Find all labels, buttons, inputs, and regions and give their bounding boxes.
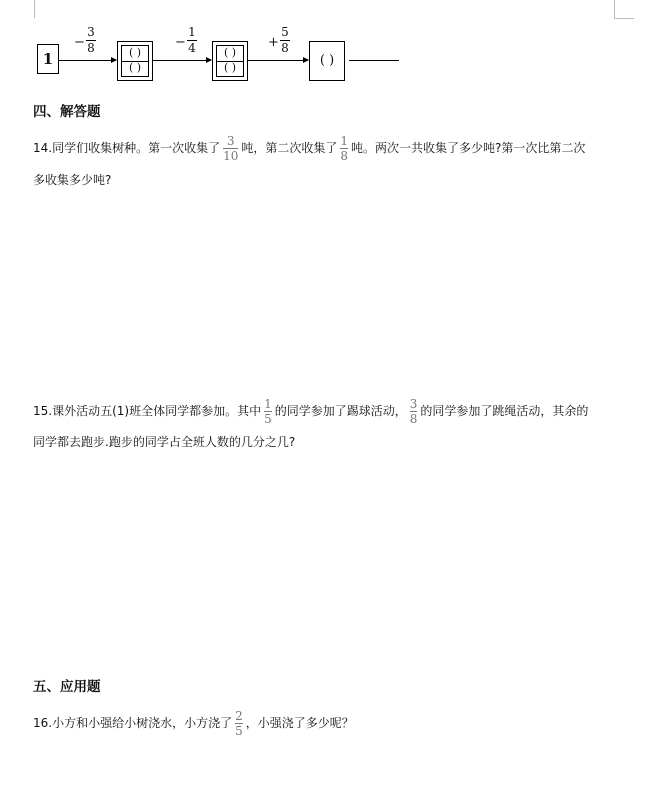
start-box: 1	[37, 44, 59, 74]
arrow-1	[58, 60, 116, 61]
arrow-3	[248, 60, 308, 61]
op-sign: −	[175, 35, 186, 50]
answer-box-2[interactable]	[212, 41, 248, 81]
answer-box-1[interactable]	[117, 41, 153, 81]
op-fraction: 1 4	[188, 25, 196, 55]
answer-line	[349, 60, 399, 61]
op-sign: −	[74, 35, 85, 50]
section-heading-5: 五、应用题	[33, 679, 101, 695]
answer-box-3[interactable]: ( )	[309, 41, 345, 81]
fraction: $\frac{1}{8}$	[340, 134, 349, 163]
arrow-2	[153, 60, 211, 61]
question-16: 16.小方和小强给小树浇水，小方浇了 $\frac{2}{5}$ ，小强浇了多少呢？	[33, 709, 354, 738]
question-15: 15.课外活动五(1)班全体同学都参加。其中 $\frac{1}{5}$ 的同学参加了踢球活动， $\frac{3}{8}$ 的同学参加了跳绳活动，其余的	[33, 397, 589, 426]
fraction: $\frac{2}{5}$	[235, 709, 243, 738]
fraction: $\frac{3}{10}$	[223, 134, 239, 163]
op-sign: +	[268, 35, 279, 50]
fraction: $\frac{3}{8}$	[409, 397, 418, 426]
fraction: $\frac{1}{5}$	[264, 397, 272, 426]
fraction-blank: ( ) ( )	[216, 45, 244, 77]
question-14-line2: 多收集多少吨?	[33, 173, 112, 187]
section-heading-4: 四、解答题	[33, 104, 101, 120]
question-14: 14.同学们收集树种。第一次收集了 $\frac{3}{10}$ 吨，第二次收集了 $\frac{1}{8}$ 吨。两次一共收集了多少吨?第一次比第二次	[33, 134, 586, 163]
question-15-line2: 同学都去跑步.跑步的同学占全班人数的几分之几?	[33, 435, 296, 449]
op-fraction: 5 8	[281, 25, 289, 55]
op-fraction: 3 8	[87, 25, 95, 55]
fraction-flow-diagram	[0, 0, 654, 90]
fraction-blank: ( ) ( )	[121, 45, 149, 77]
